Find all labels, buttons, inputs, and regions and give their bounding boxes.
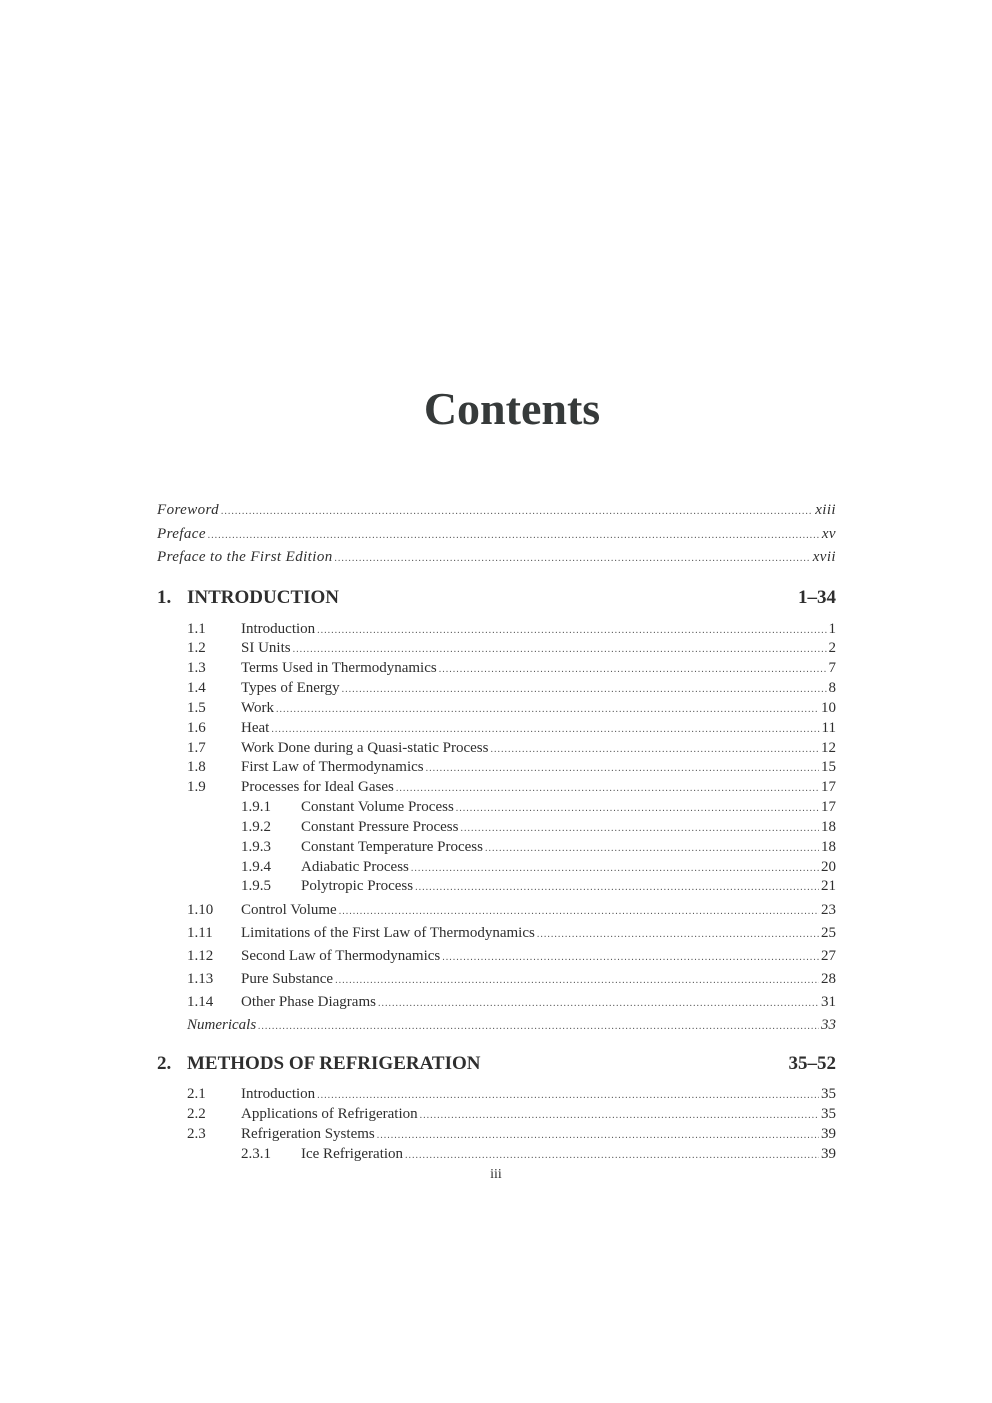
section-title: Numericals xyxy=(187,1017,257,1033)
chapter-number: 2. xyxy=(157,1053,172,1074)
dot-leader xyxy=(377,1126,819,1146)
section-number: 1.9.5 xyxy=(241,878,271,894)
section-title: Constant Pressure Process xyxy=(301,819,459,835)
section-page: 20 xyxy=(821,859,836,875)
dot-leader xyxy=(335,549,811,569)
section-title: Introduction xyxy=(241,621,316,637)
section-page: 39 xyxy=(821,1146,836,1162)
section-number: 1.8 xyxy=(187,759,206,775)
section-number: 1.13 xyxy=(187,971,214,987)
section-page: 10 xyxy=(821,700,836,716)
section-title: Refrigeration Systems xyxy=(241,1126,375,1142)
section-page: 18 xyxy=(821,839,836,855)
section-title: Polytropic Process xyxy=(301,878,414,894)
section-title: Introduction xyxy=(241,1086,316,1102)
chapter-heading[interactable] xyxy=(157,585,836,611)
section-title: Control Volume xyxy=(241,902,337,918)
dot-leader xyxy=(426,759,819,779)
dot-leader xyxy=(271,720,819,740)
section-page: 23 xyxy=(821,902,836,918)
dot-leader xyxy=(221,502,813,522)
section-number: 1.7 xyxy=(187,740,206,756)
toc-entry[interactable] xyxy=(157,757,836,777)
toc-entry[interactable] xyxy=(157,876,836,896)
dot-leader xyxy=(396,779,819,799)
section-page: 31 xyxy=(821,994,836,1010)
section-page: 12 xyxy=(821,740,836,756)
toc-entry[interactable] xyxy=(157,797,836,817)
chapter-page-range: 1–34 xyxy=(798,587,836,608)
dot-leader xyxy=(405,1146,819,1166)
toc-entry[interactable] xyxy=(157,900,836,920)
section-page: 27 xyxy=(821,948,836,964)
section-title: Terms Used in Thermodynamics xyxy=(241,660,437,676)
section-page: 35 xyxy=(821,1106,836,1122)
chapter-title: METHODS OF REFRIGERATION xyxy=(187,1053,481,1074)
section-title: Applications of Refrigeration xyxy=(241,1106,418,1122)
dot-leader xyxy=(485,839,819,859)
section-page: 18 xyxy=(821,819,836,835)
entry-page: xvii xyxy=(812,549,836,565)
section-number: 1.12 xyxy=(187,948,214,964)
section-number: 1.9 xyxy=(187,779,206,795)
dot-leader xyxy=(420,1106,819,1126)
section-page: 39 xyxy=(821,1126,836,1142)
section-page: 2 xyxy=(828,640,836,656)
section-page: 28 xyxy=(821,971,836,987)
section-page: 7 xyxy=(828,660,836,676)
section-title: Work xyxy=(241,700,274,716)
section-number: 1.3 xyxy=(187,660,206,676)
toc-entry[interactable] xyxy=(157,946,836,966)
section-page: 15 xyxy=(821,759,836,775)
section-title: Work Done during a Quasi-static Process xyxy=(241,740,489,756)
section-page: 8 xyxy=(828,680,836,696)
section-title: Second Law of Thermodynamics xyxy=(241,948,441,964)
section-number: 2.3 xyxy=(187,1126,206,1142)
section-number: 2.1 xyxy=(187,1086,206,1102)
section-number: 1.9.1 xyxy=(241,799,271,815)
dot-leader xyxy=(258,1017,819,1037)
section-number: 1.9.4 xyxy=(241,859,271,875)
section-page: 11 xyxy=(821,720,836,736)
entry-title: Preface to the First Edition xyxy=(157,549,333,565)
section-page: 1 xyxy=(828,621,836,637)
toc-entry[interactable] xyxy=(157,1084,836,1104)
dot-leader xyxy=(439,660,827,680)
dot-leader xyxy=(537,925,819,945)
chapter-page-range: 35–52 xyxy=(788,1053,836,1074)
section-number: 2.3.1 xyxy=(241,1146,271,1162)
section-number: 1.4 xyxy=(187,680,206,696)
chapter-heading[interactable] xyxy=(157,1051,836,1077)
dot-leader xyxy=(339,902,819,922)
dot-leader xyxy=(415,878,819,898)
section-number: 1.5 xyxy=(187,700,206,716)
section-page: 25 xyxy=(821,925,836,941)
dot-leader xyxy=(293,640,827,660)
section-title: Pure Substance xyxy=(241,971,334,987)
dot-leader xyxy=(335,971,819,991)
toc-front-matter-entry[interactable] xyxy=(157,547,836,567)
toc-entry[interactable] xyxy=(157,698,836,718)
section-title: Constant Temperature Process xyxy=(301,839,483,855)
toc-entry[interactable] xyxy=(157,738,836,758)
toc-entry[interactable] xyxy=(157,777,836,797)
section-title: Processes for Ideal Gases xyxy=(241,779,394,795)
entry-title: Foreword xyxy=(157,502,220,518)
section-title: Ice Refrigeration xyxy=(301,1146,404,1162)
toc-entry[interactable] xyxy=(157,678,836,698)
section-number: 1.6 xyxy=(187,720,206,736)
dot-leader xyxy=(456,799,819,819)
section-number: 1.11 xyxy=(187,925,213,941)
toc-front-matter-entry[interactable] xyxy=(157,500,836,520)
page-number: iii xyxy=(490,1167,502,1182)
toc-numericals-entry[interactable] xyxy=(157,1015,836,1035)
section-number: 1.2 xyxy=(187,640,206,656)
toc-entry[interactable] xyxy=(157,969,836,989)
toc-entry[interactable] xyxy=(157,638,836,658)
toc-entry[interactable] xyxy=(157,923,836,943)
toc-entry[interactable] xyxy=(157,718,836,738)
section-page: 17 xyxy=(821,799,836,815)
section-title: Limitations of the First Law of Thermodynamics xyxy=(241,925,535,941)
section-title: Adiabatic Process xyxy=(301,859,409,875)
section-number: 2.2 xyxy=(187,1106,206,1122)
toc-entry[interactable] xyxy=(157,817,836,837)
dot-leader xyxy=(378,994,819,1014)
section-number: 1.10 xyxy=(187,902,214,918)
dot-leader xyxy=(317,1086,819,1106)
section-page: 21 xyxy=(821,878,836,894)
dot-leader xyxy=(276,700,819,720)
chapter-title: INTRODUCTION xyxy=(187,587,340,608)
section-title: Other Phase Diagrams xyxy=(241,994,376,1010)
section-title: Types of Energy xyxy=(241,680,340,696)
page-title: Contents xyxy=(423,383,601,434)
section-page: 33 xyxy=(821,1017,836,1033)
toc-front-matter-entry[interactable] xyxy=(157,524,836,544)
toc-entry[interactable] xyxy=(157,1124,836,1144)
entry-page: xiii xyxy=(815,502,836,518)
section-page: 17 xyxy=(821,779,836,795)
dot-leader xyxy=(342,680,827,700)
dot-leader xyxy=(461,819,820,839)
section-number: 1.9.2 xyxy=(241,819,271,835)
section-page: 35 xyxy=(821,1086,836,1102)
entry-page: xv xyxy=(821,526,836,542)
section-number: 1.14 xyxy=(187,994,214,1010)
toc-entry[interactable] xyxy=(157,658,836,678)
section-number: 1.1 xyxy=(187,621,206,637)
entry-title: Preface xyxy=(157,526,206,542)
toc-entry[interactable] xyxy=(157,857,836,877)
section-title: Constant Volume Process xyxy=(301,799,454,815)
toc-entry[interactable] xyxy=(157,1144,836,1164)
toc-entry[interactable] xyxy=(157,992,836,1012)
dot-leader xyxy=(208,526,820,546)
section-number: 1.9.3 xyxy=(241,839,271,855)
section-title: SI Units xyxy=(241,640,291,656)
toc-entry[interactable] xyxy=(157,1104,836,1124)
section-title: Heat xyxy=(241,720,270,736)
toc-entry[interactable] xyxy=(157,837,836,857)
section-title: First Law of Thermodynamics xyxy=(241,759,424,775)
toc-entry[interactable] xyxy=(157,619,836,639)
dot-leader xyxy=(442,948,819,968)
chapter-number: 1. xyxy=(157,587,172,608)
